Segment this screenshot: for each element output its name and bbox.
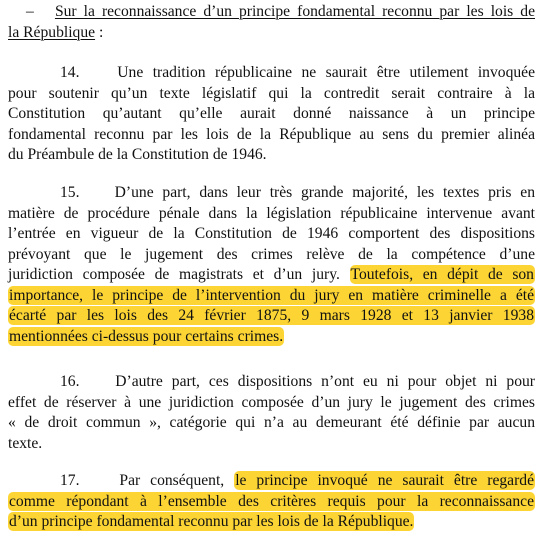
paragraph-line: matière de procédure pénale dans la législation républicaine intervenue avant	[8, 204, 535, 222]
paragraph-line: 14. Une tradition républicaine ne saurait être utilement invoquée	[60, 64, 536, 81]
paragraph-line	[8, 306, 535, 327]
section-heading	[8, 2, 535, 43]
paragraph-line: du Préambule de la Constitution de 1946.	[8, 146, 267, 163]
paragraph-line	[8, 327, 535, 348]
paragraph-14	[8, 63, 535, 166]
paragraph-number: 14.	[60, 64, 80, 81]
paragraph-line: prévoyant que le jugement des crimes relève de la compétence d’une	[8, 245, 535, 263]
highlighted-text: le principe invoqué ne saurait être regardé	[235, 472, 535, 489]
paragraph-number: 15.	[60, 184, 80, 201]
heading-colon: :	[95, 23, 104, 41]
paragraph-line	[8, 286, 535, 307]
highlighted-text: écarté par les lois des 24 février 1875, 9 mars 1928 et 13 janvier 1938	[9, 307, 534, 324]
paragraph-line	[8, 512, 535, 533]
heading-text-1: Sur la reconnaissance d’un principe fondamental reconnu par les lois de	[54, 3, 535, 20]
heading-line-2	[8, 23, 535, 44]
paragraph-line: l’entrée en vigueur de la Constitution de 1946 comportent des dispositions	[8, 225, 535, 242]
paragraph-line: pour soutenir qu’un texte législatif qui la contredit serait contraire à la	[8, 84, 535, 102]
heading-text-2: la République	[8, 23, 96, 41]
highlighted-text: d’un principe fondamental reconnu par les lois de la République.	[9, 513, 414, 530]
paragraph-number: 17.	[60, 472, 80, 489]
highlighted-text: Toutefois, en dépit de son	[350, 266, 534, 283]
paragraph-line	[8, 492, 535, 513]
highlighted-text: comme répondant à l’ensemble des critères requis pour la reconnaissance	[9, 492, 534, 510]
highlighted-text: importance, le principe de l’intervention du jury en matière criminelle a été	[9, 286, 534, 304]
paragraph-line: Constitution qu’autant qu’elle aurait donné naissance à un principe	[8, 105, 535, 122]
paragraph-line: effet de réserver à une juridiction composée d’un jury le jugement des crimes	[8, 393, 535, 411]
paragraph-17	[8, 471, 535, 533]
paragraph-15	[8, 183, 535, 347]
paragraph-number: 16.	[60, 373, 80, 390]
paragraph-line: « de droit commun », catégorie qui n’a au demeurant été définie par aucun	[8, 414, 535, 431]
highlighted-text: mentionnées ci-dessus pour certains crimes.	[9, 327, 284, 345]
paragraph-line: juridiction composée de magistrats et d’un jury. Toutefois, en dépit de son	[8, 266, 534, 283]
paragraph-line: texte.	[8, 434, 43, 452]
heading-line-1	[8, 2, 535, 23]
paragraph-line: 17. Par conséquent, le principe invoqué ne saurait être regardé	[60, 472, 535, 489]
paragraph-line: 15. D’une part, dans leur très grande majorité, les textes pris en	[60, 184, 536, 201]
heading-dash: –	[26, 3, 34, 20]
paragraph-line: fondamental reconnu par les lois de la République au sens du premier alinéa	[8, 125, 535, 143]
paragraph-16	[8, 372, 535, 454]
paragraph-line: 16. D’autre part, ces dispositions n’ont eu ni pour objet ni pour	[60, 373, 535, 390]
